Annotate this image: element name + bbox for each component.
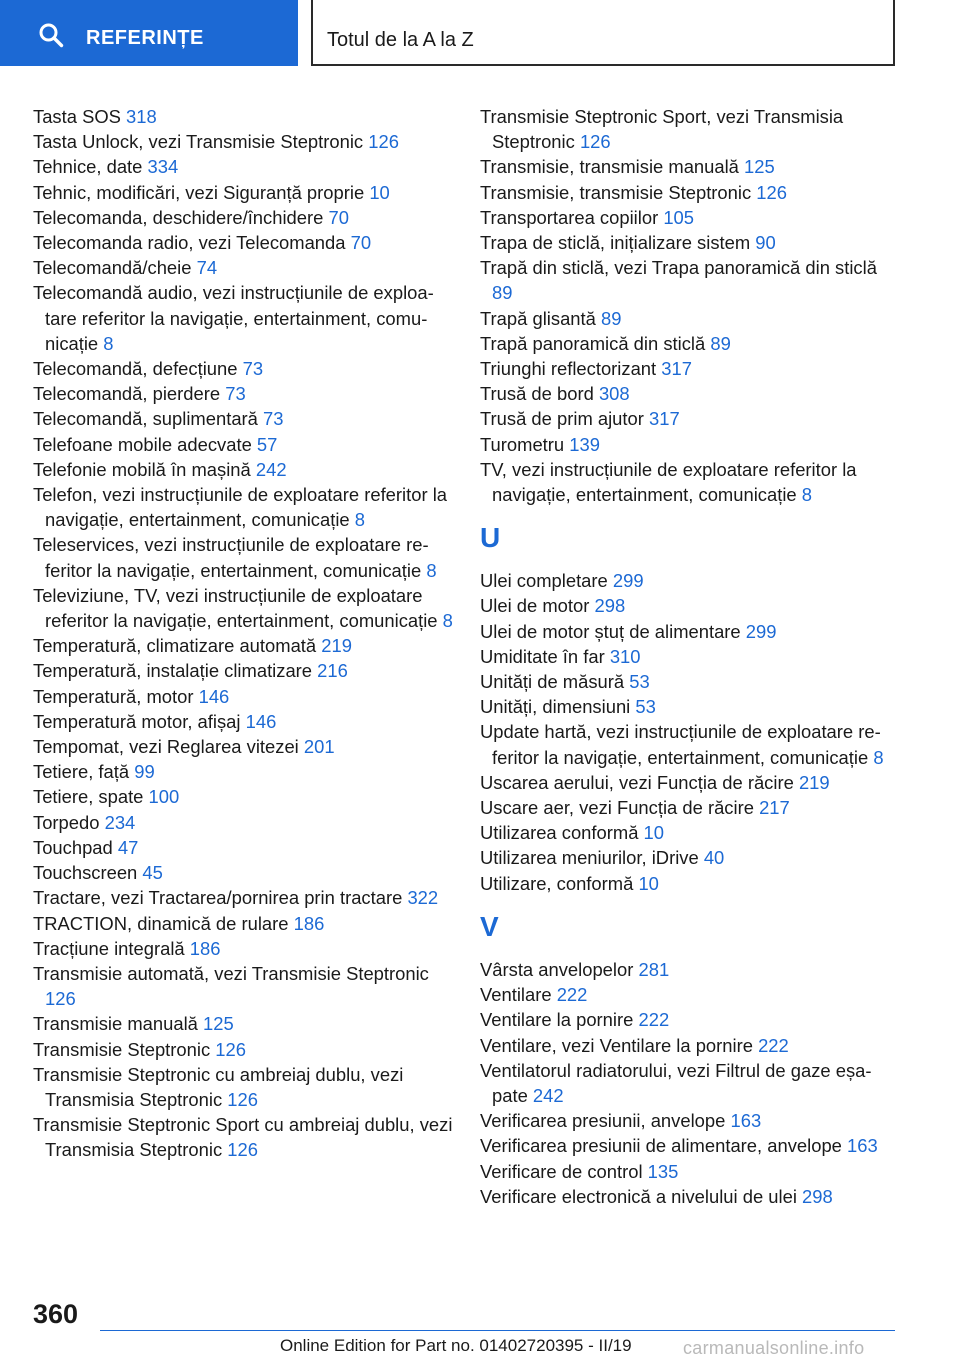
index-term: Transmisie, transmisie Steptronic: [480, 181, 752, 203]
page-number: 360: [33, 1299, 79, 1329]
index-entry: [480, 770, 900, 795]
index-term: Ventilatorul radiatorului, vezi Filtrul de gaze eșapate: [480, 1059, 872, 1106]
index-entry: [33, 1112, 453, 1162]
index-term: Tracțiune integrală: [33, 937, 185, 959]
page-reference-link[interactable]: 163: [730, 1110, 762, 1132]
page-reference-link[interactable]: 47: [117, 836, 139, 858]
index-entry: [33, 709, 453, 734]
page-reference-link[interactable]: 126: [45, 988, 76, 1010]
index-entry: [480, 432, 900, 457]
index-term: Telefonie mobilă în mașină: [33, 458, 251, 480]
page-reference-link[interactable]: 298: [594, 595, 626, 617]
index-entry: [33, 230, 453, 255]
page-reference-link[interactable]: 126: [215, 1038, 246, 1060]
index-term: Ulei de motor: [480, 595, 590, 617]
index-entry: [480, 1058, 900, 1108]
index-term: Temperatură, instalație climatizare: [33, 660, 313, 682]
index-term: Transmisie Steptronic: [33, 1038, 211, 1060]
index-term: Touchpad: [33, 836, 113, 858]
letter-heading-u: U: [480, 522, 501, 554]
index-entry: [33, 381, 453, 406]
index-term: Update hartă, vezi instrucțiunile de exploatare referitor la navigație, entertainment, comunicație: [480, 721, 881, 768]
page-reference-link[interactable]: 317: [661, 358, 692, 380]
index-term: Trusă de bord: [480, 383, 594, 405]
page-reference-link[interactable]: 126: [756, 181, 787, 203]
index-entry: [480, 331, 900, 356]
index-entry: [33, 406, 453, 431]
index-entry: [33, 583, 453, 633]
index-term: Televiziune, TV, vezi instrucțiunile de exploatare referitor la navigație, entertainment, comunicație: [33, 584, 438, 632]
page-reference-link[interactable]: 217: [759, 797, 790, 819]
index-term: Transmisie manuală: [33, 1013, 198, 1035]
index-term: Utilizarea conformă: [480, 822, 639, 844]
index-entry: [480, 820, 900, 845]
index-term: Triunghi reflectorizant: [480, 358, 657, 380]
index-term: Trapa de sticlă, inițializare sistem: [480, 232, 751, 254]
index-entry: [33, 129, 453, 154]
page-reference-link[interactable]: 8: [354, 509, 365, 531]
index-term: Tehnice, date: [33, 156, 143, 178]
index-term: Ventilare la pornire: [480, 1009, 634, 1031]
page-reference-link[interactable]: 100: [148, 786, 180, 808]
index-term: Vârsta anvelopelor: [480, 958, 634, 980]
index-term: Transmisie Steptronic Sport cu ambreiaj dublu, vezi Transmisia Steptronic: [33, 1114, 453, 1161]
index-entry: [33, 885, 453, 910]
index-entry: [33, 759, 453, 784]
index-entry: [480, 104, 900, 154]
index-entry: [33, 860, 453, 885]
page-reference-link[interactable]: 8: [873, 746, 884, 768]
index-entry: [480, 306, 900, 331]
index-entry: [33, 684, 453, 709]
references-tab-label: REFERINȚE: [86, 27, 204, 49]
index-entry: [33, 734, 453, 759]
index-term: Telecomandă, pierdere: [33, 383, 221, 405]
page-reference-link[interactable]: 126: [579, 131, 611, 153]
page-reference-link[interactable]: 90: [755, 232, 776, 254]
index-term: Ventilare: [480, 984, 552, 1006]
page-reference-link[interactable]: 334: [147, 156, 179, 178]
index-entry: [480, 230, 900, 255]
index-entry: [33, 432, 453, 457]
index-term: Touchscreen: [33, 862, 138, 884]
index-entry: [480, 694, 900, 719]
index-entry: [480, 568, 900, 593]
index-entry: [480, 406, 900, 431]
page-reference-link[interactable]: 216: [317, 660, 348, 682]
page-reference-link[interactable]: 308: [598, 383, 630, 405]
index-term: Ulei de motor ștuț de alimentare: [480, 620, 741, 642]
page-reference-link[interactable]: 57: [256, 433, 278, 455]
index-group-v: [480, 957, 900, 1209]
section-title: Totul de la A la Z: [327, 29, 474, 51]
page-reference-link[interactable]: 298: [802, 1185, 833, 1207]
index-entry: [33, 633, 453, 658]
page-reference-link[interactable]: 8: [103, 332, 114, 354]
index-entry: [33, 1011, 453, 1036]
index-term: Telefon, vezi instrucțiunile de exploatare referitor la navigație, entertainment, comunicație: [33, 484, 448, 531]
index-term: Unități de măsură: [480, 671, 625, 693]
page-reference-link[interactable]: 126: [227, 1088, 258, 1110]
index-term: Teleservices, vezi instrucțiunile de exploatare referitor la navigație, entertainment, comunicație: [33, 534, 429, 581]
section-header: [311, 0, 895, 66]
index-term: Tehnic, modificări, vezi Siguranță proprie: [33, 181, 365, 203]
page-reference-link[interactable]: 73: [242, 358, 264, 380]
index-entry: [480, 1033, 900, 1058]
index-entry: [480, 457, 900, 507]
index-term: Transmisie Steptronic Sport, vezi Transmisia Steptronic: [480, 106, 844, 153]
index-entry: [480, 871, 900, 896]
index-term: Telecomandă/cheie: [33, 257, 192, 279]
index-term: Transmisie Steptronic cu ambreiaj dublu, vezi Transmisia Steptronic: [33, 1063, 404, 1110]
index-group-t: [480, 104, 900, 507]
index-term: Torpedo: [33, 811, 100, 833]
index-term: Temperatură motor, afișaj: [33, 710, 241, 732]
index-term: Ulei completare: [480, 570, 608, 592]
index-entry: [480, 1108, 900, 1133]
page-reference-link[interactable]: 186: [189, 937, 221, 959]
page-reference-link[interactable]: 135: [647, 1160, 679, 1182]
index-entry: [480, 1159, 900, 1184]
page-reference-link[interactable]: 222: [638, 1009, 670, 1031]
index-entry: [33, 961, 453, 1011]
index-term: Turometru: [480, 433, 565, 455]
page-reference-link[interactable]: 125: [203, 1013, 234, 1035]
page-reference-link[interactable]: 10: [643, 822, 665, 844]
index-entry: [33, 1037, 453, 1062]
page-reference-link[interactable]: 99: [134, 761, 155, 783]
page-reference-link[interactable]: 219: [798, 771, 830, 793]
letter-heading-v: V: [480, 910, 499, 942]
page-reference-link[interactable]: 310: [609, 645, 641, 667]
index-term: Transportarea copiilor: [480, 206, 659, 228]
index-entry: [480, 593, 900, 618]
page-reference-link[interactable]: 222: [758, 1034, 789, 1056]
index-entry: [480, 957, 900, 982]
index-entry: [33, 911, 453, 936]
index-entry: [33, 280, 453, 356]
index-term: Trapă panoramică din sticlă: [480, 332, 706, 354]
index-term: Verificarea presiunii de alimentare, anvelope: [480, 1135, 842, 1157]
page-reference-link[interactable]: 299: [612, 570, 644, 592]
page-reference-link[interactable]: 74: [196, 257, 218, 279]
index-entry: [33, 810, 453, 835]
index-term: Umiditate în far: [480, 645, 605, 667]
index-term: Tetiere, spate: [33, 786, 144, 808]
index-term: Telecomandă, suplimentară: [33, 408, 258, 430]
index-entry: [33, 532, 453, 582]
index-entry: [480, 154, 900, 179]
index-entry: [33, 482, 453, 532]
footer-divider: [100, 1330, 895, 1331]
page-reference-link[interactable]: 89: [492, 282, 513, 304]
index-entry: [33, 180, 453, 205]
page-reference-link[interactable]: 146: [198, 685, 230, 707]
index-term: Verificarea presiunii, anvelope: [480, 1110, 726, 1132]
page-reference-link[interactable]: 322: [407, 887, 439, 909]
page-reference-link[interactable]: 125: [744, 156, 775, 178]
index-entry: [33, 356, 453, 381]
page-reference-link[interactable]: 318: [126, 106, 157, 127]
index-term: Telecomandă, defecțiune: [33, 358, 238, 380]
page-reference-link[interactable]: 10: [369, 181, 390, 203]
page-reference-link[interactable]: 201: [303, 736, 335, 758]
index-column-right: [480, 104, 900, 1209]
index-entry: [480, 180, 900, 205]
edition-text: Online Edition for Part no. 01402720395 - II/19: [280, 1336, 632, 1355]
page-reference-link[interactable]: 242: [532, 1084, 564, 1106]
index-term: Tasta SOS: [33, 106, 121, 127]
page-reference-link[interactable]: 73: [225, 383, 246, 405]
index-entry: [480, 205, 900, 230]
page-reference-link[interactable]: 186: [293, 912, 325, 934]
index-entry: [33, 457, 453, 482]
index-term: Verificare de control: [480, 1160, 643, 1182]
index-term: Telecomanda radio, vezi Telecomanda: [33, 232, 346, 254]
index-term: TV, vezi instrucțiunile de exploatare referitor la navigație, entertainment, comunicație: [480, 458, 857, 506]
index-entry: [480, 982, 900, 1007]
index-term: Telecomanda, deschidere/închidere: [33, 206, 324, 228]
references-tab[interactable]: [0, 0, 298, 66]
page-reference-link[interactable]: 139: [569, 433, 600, 455]
index-entry: [480, 1133, 900, 1158]
index-entry: [480, 619, 900, 644]
page-reference-link[interactable]: 317: [649, 408, 680, 430]
index-entry: [33, 104, 453, 129]
page-reference-link[interactable]: 70: [328, 206, 349, 228]
index-term: Tractare, vezi Tractarea/pornirea prin tractare: [33, 887, 403, 909]
index-entry: [480, 669, 900, 694]
page-reference-link[interactable]: 234: [104, 811, 136, 833]
page-reference-link[interactable]: 10: [638, 872, 659, 894]
index-term: Trapă glisantă: [480, 307, 596, 329]
page-reference-link[interactable]: 89: [600, 307, 622, 329]
index-entry: [480, 795, 900, 820]
page-reference-link[interactable]: 219: [321, 635, 352, 657]
index-term: Uscare aer, vezi Funcția de răcire: [480, 797, 754, 819]
index-term: Telefoane mobile adecvate: [33, 433, 252, 455]
index-entry: [33, 936, 453, 961]
page-reference-link[interactable]: 126: [368, 131, 399, 153]
index-column-left: [33, 104, 453, 1163]
page-reference-link[interactable]: 73: [263, 408, 284, 430]
index-term: Tasta Unlock, vezi Transmisie Steptronic: [33, 131, 364, 153]
index-term: Utilizarea meniurilor, iDrive: [480, 847, 699, 869]
index-term: Trusă de prim ajutor: [480, 408, 644, 430]
index-entry: [480, 381, 900, 406]
index-entry: [480, 1007, 900, 1032]
index-entry: [480, 255, 900, 305]
search-icon: [38, 22, 64, 48]
watermark: carmanualsonline.info: [683, 1338, 865, 1358]
page-reference-link[interactable]: 281: [638, 958, 670, 980]
index-term: Telecomandă audio, vezi instrucțiunile de exploatare referitor la navigație, entertainment, comunicație: [33, 282, 434, 354]
index-entry: [33, 835, 453, 860]
index-term: Temperatură, motor: [33, 685, 194, 707]
index-term: Transmisie automată, vezi Transmisie Steptronic: [33, 962, 429, 984]
page-reference-link[interactable]: 53: [629, 671, 650, 693]
index-entry: [480, 356, 900, 381]
index-entry: [33, 255, 453, 280]
page-reference-link[interactable]: 8: [801, 484, 812, 506]
page-reference-link[interactable]: 105: [663, 206, 695, 228]
index-term: Utilizare, conformă: [480, 872, 634, 894]
page-reference-link[interactable]: 299: [745, 620, 777, 642]
index-term: Temperatură, climatizare automată: [33, 635, 317, 657]
index-entry: [33, 154, 453, 179]
index-term: Trapă din sticlă, vezi Trapa panoramică din sticlă: [480, 257, 877, 279]
index-term: Transmisie, transmisie manuală: [480, 156, 739, 178]
index-term: Tempomat, vezi Reglarea vitezei: [33, 736, 299, 758]
page-reference-link[interactable]: 126: [227, 1139, 258, 1161]
index-entry: [33, 658, 453, 683]
page-reference-link[interactable]: 146: [245, 710, 277, 732]
page-reference-link[interactable]: 222: [556, 984, 588, 1006]
page-reference-link[interactable]: 163: [847, 1135, 878, 1157]
page-reference-link[interactable]: 40: [703, 847, 725, 869]
page-reference-link[interactable]: 8: [426, 559, 437, 581]
index-group-u: [480, 568, 900, 896]
index-entry: [33, 1062, 453, 1112]
index-entry: [480, 644, 900, 669]
index-term: TRACTION, dinamică de rulare: [33, 912, 289, 934]
index-entry: [33, 205, 453, 230]
index-entry: [480, 1184, 900, 1209]
index-entry: [33, 784, 453, 809]
page-reference-link[interactable]: 89: [710, 332, 731, 354]
index-term: Uscarea aerului, vezi Funcția de răcire: [480, 771, 794, 793]
index-term: Unități, dimensiuni: [480, 696, 631, 718]
index-term: Ventilare, vezi Ventilare la pornire: [480, 1034, 753, 1056]
page-reference-link[interactable]: 70: [350, 232, 372, 254]
index-entry: [480, 719, 900, 769]
index-term: Tetiere, față: [33, 761, 130, 783]
page-reference-link[interactable]: 8: [442, 610, 453, 632]
index-term: Verificare electronică a nivelului de ulei: [480, 1185, 797, 1207]
page-reference-link[interactable]: 53: [635, 696, 656, 718]
page-reference-link[interactable]: 242: [255, 458, 287, 480]
index-entry: [480, 845, 900, 870]
page-reference-link[interactable]: 45: [142, 862, 163, 884]
